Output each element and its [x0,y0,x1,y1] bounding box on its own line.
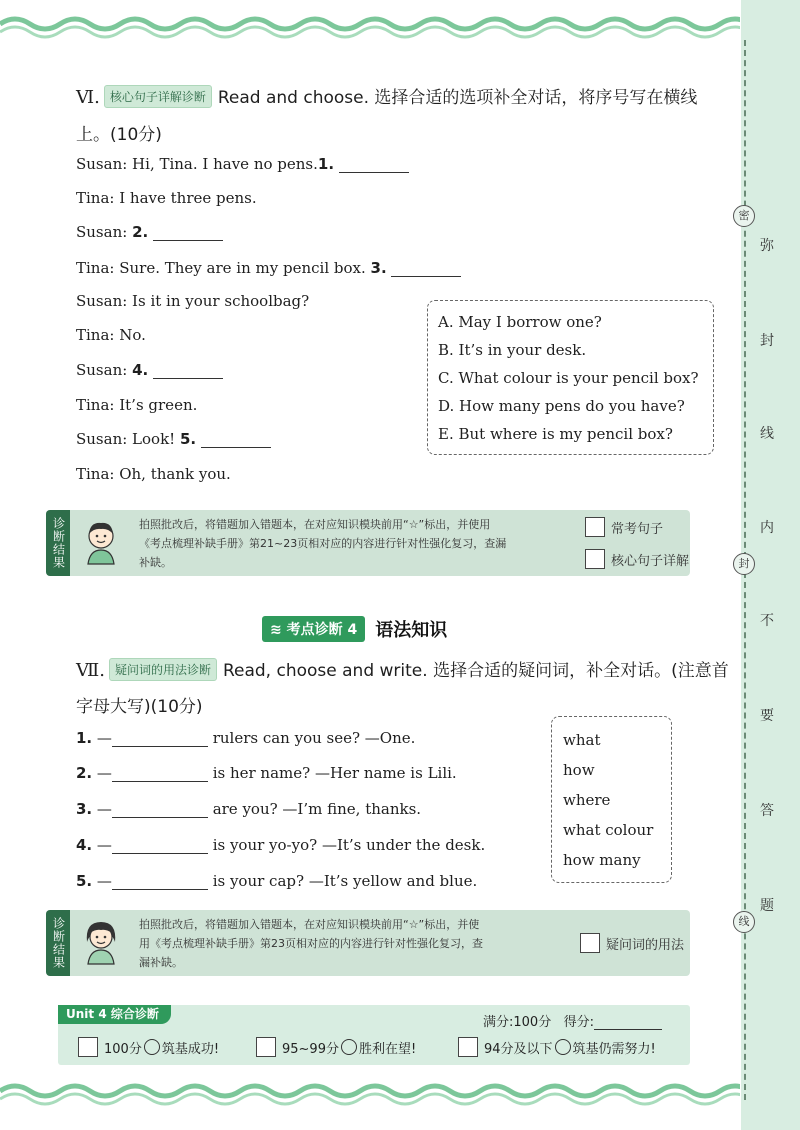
answer-blank[interactable] [112,839,208,854]
binding-ring-middle: 封 [733,553,755,575]
level-2[interactable] [256,1037,416,1057]
answer-blank[interactable] [112,767,208,782]
section-instruction: Read and choose. 选择合适的选项补全对话，将序号写在横线 [217,88,698,108]
bottom-wave-border [0,1075,740,1115]
level-text: 筑基成功! [161,1041,220,1057]
diagnosis-text: 拍照批改后，将错题加入错题本，在对应知识模块前用“☆”标出，并使 [139,918,480,931]
key-point-badge: ≋ 考点诊断 4 [262,616,365,642]
dialogue-line [76,326,146,344]
diagnosis-text: 拍照批改后，将错题加入错题本，在对应知识模块前用“☆”标出，并使用 [139,518,491,531]
word-bank-item: where [563,791,611,809]
section-instruction-cont: 字母大写)(10分) [76,697,203,717]
question-text: is her name? —Her name is Lili. [207,764,457,782]
word-bank-item: what colour [563,821,654,839]
question-row [76,800,421,818]
dash: — [96,836,112,854]
unit-tag: Unit 4 综合诊断 [58,1005,171,1024]
blank-number: 2. [132,223,149,241]
answer-blank[interactable] [112,732,208,747]
level-1[interactable] [78,1037,219,1057]
answer-blank[interactable] [339,158,409,173]
section-7-heading [76,656,729,681]
diagnosis-text: 补缺。 [139,556,172,569]
question-row [76,872,477,890]
question-row [76,836,485,854]
section-instruction: Read, choose and write. 选择合适的疑问词，补全对话。(注意首 [222,661,729,681]
side-char: 弥 [760,238,774,254]
side-char: 内 [760,520,774,536]
dash: — [96,872,112,890]
section-number: Ⅶ. [76,660,105,681]
section-tag: 核心句子详解诊断 [104,85,212,108]
score-blank[interactable] [594,1017,662,1030]
side-char: 答 [760,803,774,819]
boy-avatar-icon [76,516,126,566]
diagnosis-label: 诊断结果 [46,510,70,576]
dialogue-line [76,292,309,310]
question-row [76,764,457,782]
question-number: 5. [76,872,93,890]
answer-blank[interactable] [391,262,461,277]
option-e: E. But where is my pencil box? [438,425,673,443]
answer-blank[interactable] [112,875,208,890]
question-number: 4. [76,836,93,854]
dialogue-line [76,223,223,241]
key-point-title: 语法知识 [375,620,448,641]
word-bank-item: how [563,761,595,779]
option-a: A. May I borrow one? [438,313,602,331]
blank-number: 1. [317,155,335,173]
question-text: rulers can you see? —One. [207,729,416,747]
question-text: are you? —I’m fine, thanks. [207,800,422,818]
dialogue-text: Susan: Hi, Tina. I have no pens. [76,155,318,173]
dialogue-line [76,189,257,207]
level-3[interactable] [458,1037,656,1057]
section-instruction-cont: 上。(10分) [76,125,162,145]
blank-number: 3. [370,259,387,277]
word-bank-item: what [563,731,601,749]
answer-blank[interactable] [201,433,271,448]
dialogue-text: Tina: Oh, thank you. [76,465,231,483]
checkbox-icon[interactable] [78,1037,98,1057]
girl-avatar-icon [76,916,126,966]
word-bank-item: how many [563,851,641,869]
dialogue-text: Susan: [76,361,133,379]
dialogue-text: Susan: [76,223,133,241]
option-d: D. How many pens do you have? [438,397,685,415]
binding-ring-bottom: 线 [733,911,755,933]
dialogue-line [76,430,271,448]
checkbox-icon[interactable] [585,549,605,569]
dash: — [96,800,112,818]
dash: — [96,764,112,782]
question-row [76,729,415,747]
laughing-face-icon [144,1039,160,1055]
side-char: 要 [760,708,774,724]
dash: — [96,729,112,747]
checkbox-label: 常考句子 [611,521,664,537]
side-char: 线 [760,426,774,442]
checkbox-icon[interactable] [458,1037,478,1057]
level-score: 94分及以下 [484,1041,553,1057]
dialogue-line [76,259,461,277]
score-label: 得分: [563,1015,594,1030]
checkbox-common-sentences[interactable] [585,517,663,537]
question-number: 2. [76,764,93,782]
level-score: 100分 [104,1041,142,1057]
blank-number: 5. [179,430,197,448]
question-number: 1. [76,729,93,747]
crying-face-icon [555,1039,571,1055]
level-text: 胜利在望! [358,1041,417,1057]
blank-number: 4. [132,361,149,379]
answer-blank[interactable] [153,226,223,241]
section-6-heading [76,83,697,108]
option-c: C. What colour is your pencil box? [438,369,699,387]
answer-blank[interactable] [112,803,208,818]
dialogue-text: Susan: Is it in your schoolbag? [76,292,310,310]
dialogue-line [76,361,223,379]
smiling-face-icon [341,1039,357,1055]
dialogue-text: Tina: I have three pens. [76,189,257,207]
diagnosis-label: 诊断结果 [46,910,70,976]
dialogue-line [76,465,231,483]
side-char: 题 [760,898,774,914]
question-number: 3. [76,800,93,818]
dialogue-line [76,396,197,414]
level-text: 筑基仍需努力! [572,1041,656,1057]
diagnosis-text: 用《考点梳理补缺手册》第23页相对应的内容进行针对性强化复习，查 [139,937,483,950]
dialogue-text: Tina: It’s green. [76,396,198,414]
level-score: 95~99分 [282,1041,339,1057]
key-point-heading [262,615,447,643]
diagnosis-text: 漏补缺。 [139,956,183,969]
section-tag: 疑问词的用法诊断 [109,658,217,681]
side-char: 封 [760,333,774,349]
diagnosis-text: 《考点梳理补缺手册》第21~23页相对应的内容进行针对性强化复习，查漏 [139,537,507,550]
answer-blank[interactable] [153,364,223,379]
question-text: is your cap? —It’s yellow and blue. [207,872,478,890]
checkbox-icon[interactable] [256,1037,276,1057]
question-text: is your yo-yo? —It’s under the desk. [207,836,486,854]
checkbox-label: 疑问词的用法 [606,937,685,953]
checkbox-core-sentences[interactable] [585,549,689,569]
full-score: 满分:100分 [483,1015,552,1030]
checkbox-label: 核心句子详解 [611,553,690,569]
dialogue-text: Tina: Sure. They are in my pencil box. [76,259,371,277]
top-wave-border [0,8,740,48]
section-number: Ⅵ. [76,87,100,108]
checkbox-icon[interactable] [585,517,605,537]
dialogue-line [76,155,409,173]
dialogue-text: Susan: Look! [76,430,180,448]
binding-ring-top: 密 [733,205,755,227]
option-b: B. It’s in your desk. [438,341,587,359]
checkbox-question-words[interactable] [580,933,684,953]
checkbox-icon[interactable] [580,933,600,953]
score-line [483,1011,662,1030]
side-char: 不 [760,613,774,629]
dialogue-text: Tina: No. [76,326,146,344]
